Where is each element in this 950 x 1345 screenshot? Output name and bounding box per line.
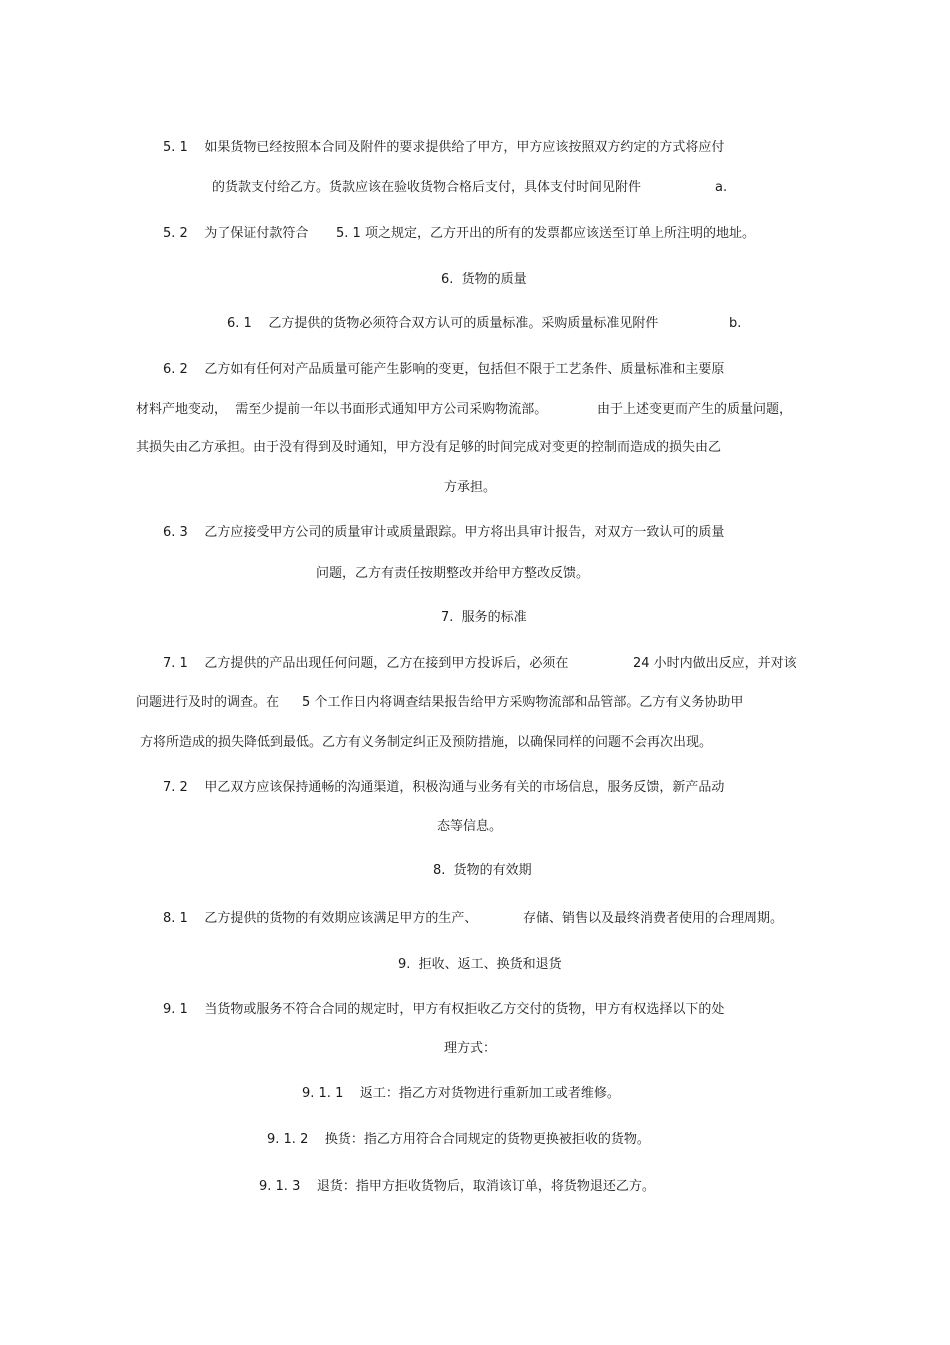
clause-5-1-line-1: 5. 1 如果货物已经按照本合同及附件的要求提供给了甲方，甲方应该按照双方约定的方式将应付 bbox=[163, 140, 725, 155]
clause-6-3-line-2: 问题，乙方有责任按期整改并给甲方整改反馈。 bbox=[316, 566, 590, 581]
clause-6-2-line-4: 方承担。 bbox=[444, 480, 497, 495]
section-8-heading: 8. 货物的有效期 bbox=[433, 863, 532, 878]
clause-5-1-line-2: 的货款支付给乙方。货款应该在验收货物合格后支付，具体支付时间见附件 bbox=[212, 180, 642, 195]
clause-5-1-line-2-ref: a. bbox=[715, 180, 728, 195]
clause-8-1-part-1: 8. 1 乙方提供的货物的有效期应该满足甲方的生产、 bbox=[163, 911, 478, 926]
clause-9-1-line-1: 9. 1 当货物或服务不符合合同的规定时，甲方有权拒收乙方交付的货物，甲方有权选择以下的处 bbox=[163, 1002, 725, 1017]
section-7-heading: 7. 服务的标准 bbox=[441, 610, 527, 625]
clause-7-2-line-1: 7. 2 甲乙双方应该保持通畅的沟通渠道，积极沟通与业务有关的市场信息，服务反馈，新产品动 bbox=[163, 780, 725, 795]
section-6-heading: 6. 货物的质量 bbox=[441, 272, 527, 287]
clause-9-1-line-2: 理方式： bbox=[444, 1041, 497, 1056]
clause-5-2-part-2: 5. 1 项之规定，乙方开出的所有的发票都应该送至订单上所注明的地址。 bbox=[336, 226, 755, 241]
clause-7-1-line-1-part-1: 7. 1 乙方提供的产品出现任何问题，乙方在接到甲方投诉后，必须在 bbox=[163, 656, 569, 671]
clause-6-1-ref: b. bbox=[729, 316, 742, 331]
clause-6-2-line-3: 其损失由乙方承担。由于没有得到及时通知，甲方没有足够的时间完成对变更的控制而造成的损失由乙 bbox=[136, 440, 722, 455]
section-9-heading: 9. 拒收、返工、换货和退货 bbox=[398, 957, 562, 972]
clause-7-1-line-2-part-2: 5 个工作日内将调查结果报告给甲方采购物流部和品管部。乙方有义务协助甲 bbox=[302, 695, 744, 710]
clause-7-1-line-1-part-2: 24 小时内做出反应，并对该 bbox=[633, 656, 797, 671]
clause-6-3-line-1: 6. 3 乙方应接受甲方公司的质量审计或质量跟踪。甲方将出具审计报告，对双方一致认可的质量 bbox=[163, 525, 725, 540]
clause-8-1-part-2: 存储、销售以及最终消费者使用的合理周期。 bbox=[523, 911, 784, 926]
clause-7-1-line-2-part-1: 问题进行及时的调查。在 bbox=[136, 695, 280, 710]
clause-6-2-line-2-part-2: 由于上述变更而产生的质量问题， bbox=[597, 402, 793, 417]
clause-9-1-1: 9. 1. 1 返工：指乙方对货物进行重新加工或者维修。 bbox=[302, 1086, 620, 1101]
clause-7-2-line-2: 态等信息。 bbox=[437, 819, 503, 834]
clause-6-2-line-1: 6. 2 乙方如有任何对产品质量可能产生影响的变更，包括但不限于工艺条件、质量标准和主要原 bbox=[163, 362, 725, 377]
clause-9-1-3: 9. 1. 3 退货：指甲方拒收货物后，取消该订单，将货物退还乙方。 bbox=[259, 1179, 655, 1194]
clause-9-1-2: 9. 1. 2 换货：指乙方用符合合同规定的货物更换被拒收的货物。 bbox=[267, 1132, 650, 1147]
clause-7-1-line-3: 方将所造成的损失降低到最低。乙方有义务制定纠正及预防措施，以确保同样的问题不会再次出现。 bbox=[140, 735, 713, 750]
clause-5-2-part-1: 5. 2 为了保证付款符合 bbox=[163, 226, 309, 241]
clause-6-2-line-2-part-1: 材料产地变动， 需至少提前一年以书面形式通知甲方公司采购物流部。 bbox=[136, 402, 548, 417]
clause-6-1-part-1: 6. 1 乙方提供的货物必须符合双方认可的质量标准。采购质量标准见附件 bbox=[227, 316, 659, 331]
